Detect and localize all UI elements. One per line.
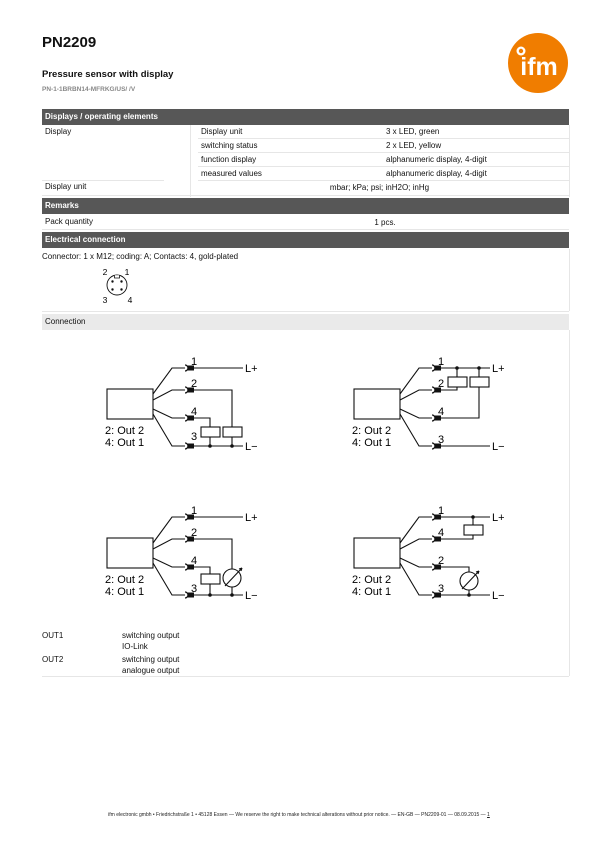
wiring-diagram-4 [347, 501, 512, 601]
display-item-value: 3 x LED, green [386, 127, 440, 136]
display-item-name: measured values [201, 169, 262, 178]
legend-name: OUT1 [42, 631, 64, 640]
row-divider [198, 180, 569, 181]
supply-label: L+ [492, 512, 505, 524]
row-divider [198, 138, 569, 139]
display-item-value: 2 x LED, yellow [386, 141, 442, 150]
display-item-name: Display unit [201, 127, 243, 136]
output-label: 4: Out 1 [352, 437, 392, 449]
section-electrical: Electrical connection [42, 232, 569, 248]
pack-label: Pack quantity [45, 217, 94, 226]
pack-value: 1 pcs. [374, 218, 396, 227]
row-divider [198, 152, 569, 153]
output-label: 2: Out 2 [105, 574, 145, 586]
display-item-value: alphanumeric display, 4-digit [386, 155, 487, 164]
output-label: 2: Out 2 [352, 425, 392, 437]
supply-label: L+ [492, 363, 505, 375]
table-divider [569, 125, 570, 197]
legend-line: analogue output [122, 666, 180, 675]
pin-label: 2 [191, 527, 198, 539]
pin-label: 4 [438, 527, 445, 539]
pin-label: 1 [438, 356, 445, 368]
wiring-diagram-2 [347, 352, 512, 452]
section-border [569, 330, 570, 676]
supply-label: L− [245, 590, 258, 601]
page-footer [0, 812, 598, 818]
legend-name: OUT2 [42, 655, 64, 664]
pin-label: 4 [191, 555, 198, 567]
supply-label: L− [492, 441, 505, 452]
output-label: 2: Out 2 [352, 574, 392, 586]
pin-label: 3 [102, 295, 108, 305]
product-code: PN-1-1BRBN14-MFRKG/US/ /V [42, 86, 136, 93]
footer-text: ifm electronic gmbh • Friedrichstraße 1 • 45128 Essen — We reserve the right to make technical alterations without prior notice. — EN-GB — PN2209-01 — 08.09.2015 — [108, 812, 486, 818]
pin-label: 3 [438, 583, 445, 595]
pin-label: 2 [191, 378, 198, 390]
legend-line: IO-Link [122, 642, 148, 651]
section-displays: Displays / operating elements [42, 109, 569, 125]
logo-text: ifm [520, 53, 558, 81]
wiring-diagram-1 [100, 352, 265, 452]
row-divider [42, 311, 569, 312]
pin-label: 3 [438, 434, 445, 446]
wiring-diagram-3 [100, 501, 265, 601]
supply-label: L+ [245, 512, 258, 524]
display-unit-value: mbar; kPa; psi; inH2O; inHg [329, 183, 430, 192]
connector-text: Connector: 1 x M12; coding: A; Contacts: 4, gold-plated [42, 252, 239, 261]
row-divider [42, 195, 569, 196]
display-unit-label: Display unit [45, 182, 87, 191]
row-divider [42, 229, 569, 230]
pin-label: 1 [124, 267, 130, 277]
legend-line: switching output [122, 631, 180, 640]
output-label: 4: Out 1 [105, 437, 145, 449]
pin-label: 3 [191, 583, 198, 595]
pin-label: 3 [191, 431, 198, 443]
row-divider [198, 166, 569, 167]
output-label: 4: Out 1 [105, 586, 145, 598]
page-number-link[interactable]: 1 [487, 812, 490, 818]
pin-label: 1 [191, 505, 198, 517]
product-subtitle: Pressure sensor with display [42, 69, 174, 80]
pin-label: 4 [127, 295, 133, 305]
ifm-logo [508, 33, 568, 93]
connection-header: Connection [42, 314, 569, 330]
supply-label: L+ [245, 363, 258, 375]
pin-label: 1 [191, 356, 198, 368]
pin-label: 2 [438, 378, 445, 390]
legend-line: switching output [122, 655, 180, 664]
output-label: 2: Out 2 [105, 425, 145, 437]
row-divider [42, 676, 569, 677]
m12-connector-pinout [96, 264, 140, 306]
product-title: PN2209 [42, 34, 97, 51]
pin-label: 1 [438, 505, 445, 517]
pin-label: 2 [438, 555, 445, 567]
display-label: Display [45, 127, 72, 136]
display-item-name: function display [201, 155, 257, 164]
pin-label: 2 [102, 267, 108, 277]
pin-label: 4 [191, 406, 198, 418]
supply-label: L− [492, 590, 505, 601]
display-item-name: switching status [201, 141, 258, 150]
pin-label: 4 [438, 406, 445, 418]
supply-label: L− [245, 441, 258, 452]
display-item-value: alphanumeric display, 4-digit [386, 169, 487, 178]
output-label: 4: Out 1 [352, 586, 392, 598]
section-remarks: Remarks [42, 198, 569, 214]
section-border [569, 249, 570, 311]
